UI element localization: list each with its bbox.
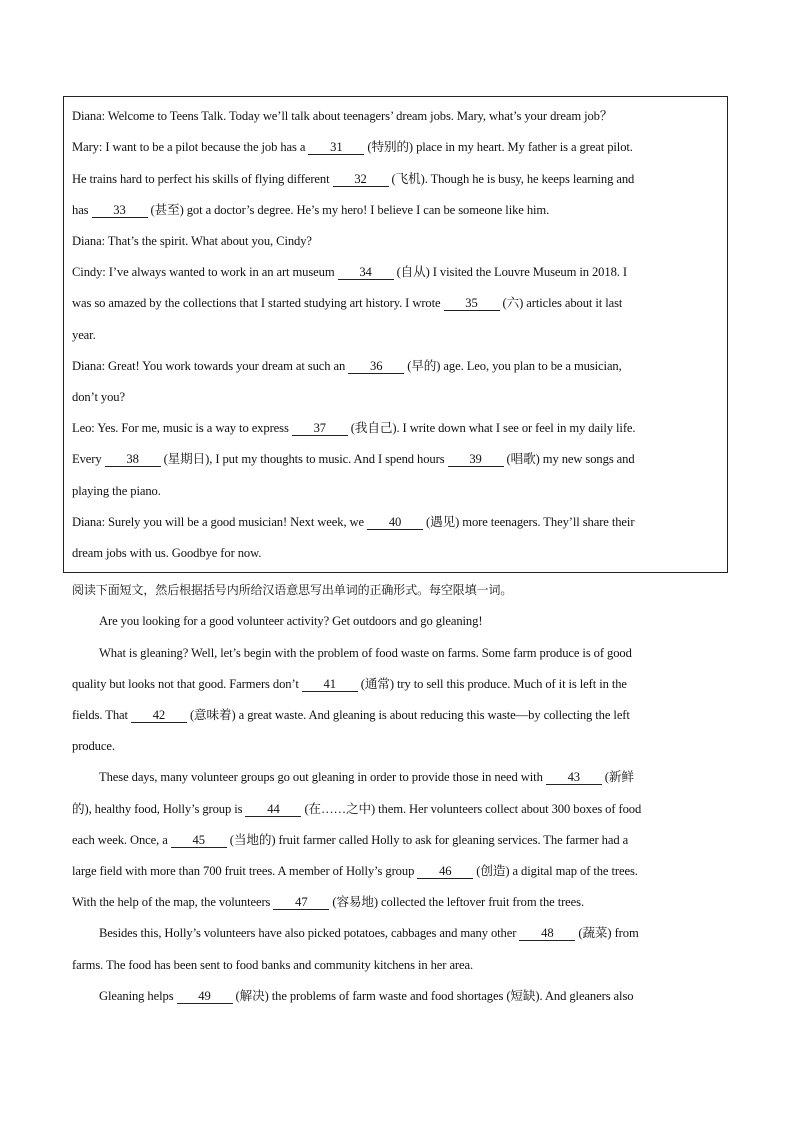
blank-48[interactable]: 48 — [519, 927, 575, 941]
passage-line: Gleaning helps 49 (解决) the problems of farm waste and food shortages (短缺). And gleaners also — [99, 989, 634, 1003]
passage-line: produce. — [72, 739, 115, 753]
blank-42[interactable]: 42 — [131, 709, 187, 723]
dialogue-line: has 33 (甚至) got a doctor’s degree. He’s my hero! I believe I can be someone like him. — [72, 203, 550, 217]
blank-35[interactable]: 35 — [444, 297, 500, 311]
dialogue-line: Every 38 (星期日), I put my thoughts to music. And I spend hours 39 (唱歌) my new songs and — [72, 452, 635, 466]
blank-40[interactable]: 40 — [367, 516, 423, 530]
passage-line: 的), healthy food, Holly’s group is 44 (在……之中) them. Her volunteers collect about 300 boxes of food — [72, 802, 642, 816]
blank-31[interactable]: 31 — [308, 141, 364, 155]
blank-41[interactable]: 41 — [302, 678, 358, 692]
passage-line: farms. The food has been sent to food banks and community kitchens in her area. — [72, 958, 474, 972]
blank-36[interactable]: 36 — [348, 360, 404, 374]
dialogue-line: Leo: Yes. For me, music is a way to express 37 (我自己). I write down what I see or feel in my daily life. — [72, 421, 636, 435]
dialogue-line: He trains hard to perfect his skills of flying different 32 (飞机). Though he is busy, he keeps learning and — [72, 172, 635, 186]
blank-34[interactable]: 34 — [338, 266, 394, 280]
passage-line: Besides this, Holly’s volunteers have also picked potatoes, cabbages and many other 48 (蔬菜) from — [99, 926, 639, 940]
passage-line: These days, many volunteer groups go out gleaning in order to provide those in need with 43 (新鲜 — [99, 770, 634, 784]
blank-37[interactable]: 37 — [292, 422, 348, 436]
instruction-text: 阅读下面短文，然后根据括号内所给汉语意思写出单词的正确形式。每空限填一词。 — [72, 583, 513, 597]
dialogue-box — [63, 96, 728, 573]
blank-44[interactable]: 44 — [245, 803, 301, 817]
blank-38[interactable]: 38 — [105, 453, 161, 467]
blank-46[interactable]: 46 — [417, 865, 473, 879]
dialogue-line: was so amazed by the collections that I started studying art history. I wrote 35 (六) articles about it last — [72, 296, 623, 310]
dialogue-line: playing the piano. — [72, 484, 161, 498]
blank-33[interactable]: 33 — [92, 204, 148, 218]
passage-line: quality but looks not that good. Farmers don’t 41 (通常) try to sell this produce. Much of it is left in the — [72, 677, 627, 691]
dialogue-line: Mary: I want to be a pilot because the job has a 31 (特别的) place in my heart. My father is a great pilot. — [72, 140, 633, 154]
blank-43[interactable]: 43 — [546, 771, 602, 785]
blank-32[interactable]: 32 — [333, 173, 389, 187]
dialogue-line: don’t you? — [72, 390, 125, 404]
passage-line: With the help of the map, the volunteers 47 (容易地) collected the leftover fruit from the trees. — [72, 895, 585, 909]
passage-line: fields. That 42 (意味着) a great waste. And gleaning is about reducing this waste—by collecting the left — [72, 708, 630, 722]
dialogue-line: Diana: That’s the spirit. What about you, Cindy? — [72, 234, 312, 248]
passage-line: large field with more than 700 fruit trees. A member of Holly’s group 46 (创造) a digital map of the trees. — [72, 864, 638, 878]
dialogue-line: Cindy: I’ve always wanted to work in an art museum 34 (自从) I visited the Louvre Museum in 2018. I — [72, 265, 627, 279]
blank-49[interactable]: 49 — [177, 990, 233, 1004]
passage-line: What is gleaning? Well, let’s begin with the problem of food waste on farms. Some farm produce is of good — [99, 646, 632, 660]
passage-line: each week. Once, a 45 (当地的) fruit farmer called Holly to ask for gleaning services. The farmer had a — [72, 833, 629, 847]
dialogue-line: Diana: Welcome to Teens Talk. Today we’ll talk about teenagers’ dream jobs. Mary, what’s your dream job？ — [72, 109, 613, 123]
dialogue-line: Diana: Surely you will be a good musician! Next week, we 40 (遇见) more teenagers. They’ll share their — [72, 515, 635, 529]
dialogue-line: Diana: Great! You work towards your dream at such an 36 (早的) age. Leo, you plan to be a musician, — [72, 359, 622, 373]
blank-39[interactable]: 39 — [448, 453, 504, 467]
dialogue-line: dream jobs with us. Goodbye for now. — [72, 546, 262, 560]
blank-47[interactable]: 47 — [273, 896, 329, 910]
blank-45[interactable]: 45 — [171, 834, 227, 848]
passage-line: Are you looking for a good volunteer activity? Get outdoors and go gleaning! — [99, 614, 483, 628]
dialogue-line: year. — [72, 328, 96, 342]
